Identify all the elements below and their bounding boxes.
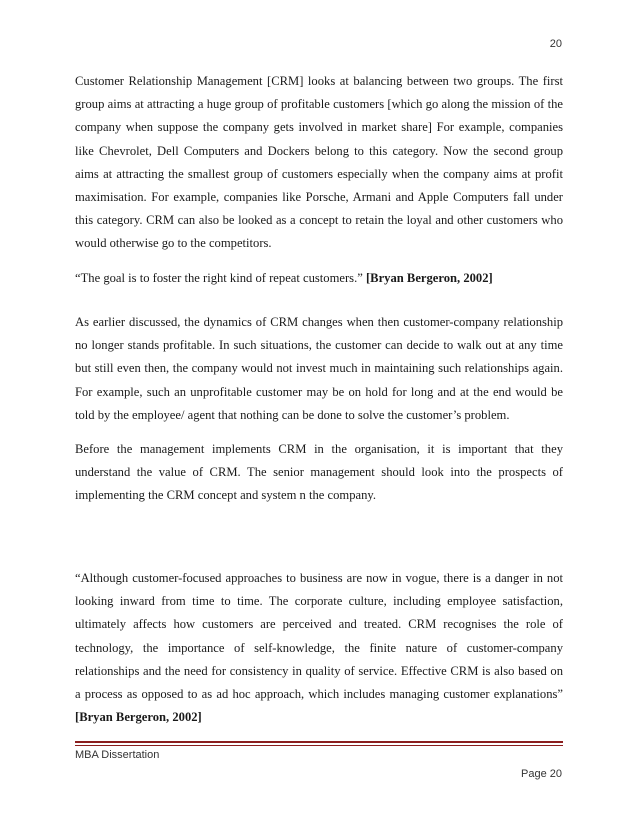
footer-page-label: Page 20 (521, 768, 562, 780)
footer-rule-thick (75, 741, 563, 743)
paragraph-text: Before the management implements CRM in the organisation, it is important that they understand the value of CRM. The senior management should look into the prospects of implementing the CRM concept and system n the company. (75, 442, 563, 503)
quote-text: “The goal is to foster the right kind of repeat customers.” (75, 271, 363, 285)
quote-citation: [Bryan Bergeron, 2002] (365, 271, 493, 285)
paragraph-quote-customer-focused (75, 567, 563, 729)
paragraph-text: As earlier discussed, the dynamics of CRM changes when then customer-company relationship no longer stands profitable. In such situations, the customer can decide to walk out at any time but still even then, the company would not invest much in maintaining such relationships again. For example, such an unprofitable customer may be on hold for long and at the end would be told by the employee/ agent that nothing can be done to solve the customer’s problem. (75, 315, 563, 422)
footer-document-title: MBA Dissertation (75, 749, 160, 761)
paragraph-management-implementation (75, 438, 563, 508)
header-page-number: 20 (549, 38, 562, 50)
paragraph-crm-dynamics (75, 311, 563, 427)
quote-text: “Although customer-focused approaches to business are now in vogue, there is a danger in not looking inward from time to time. The corporate culture, including employee satisfaction, ultimately affects how customers are perceived and treated. CRM recognises the role of technology, the importance of self-knowledge, the finite nature of customer-company relationships and the need for consistency in quality of service. Effective CRM is also based on a process as opposed to as ad hoc approach, which includes managing customer explanations” (75, 571, 563, 702)
quote-block (75, 267, 563, 290)
paragraph-crm-groups (75, 70, 563, 256)
quote-block (75, 567, 563, 729)
paragraph-quote-repeat-customers (75, 267, 563, 290)
paragraph-text: Customer Relationship Management [CRM] looks at balancing between two groups. The first group aims at attracting a huge group of profitable customers [which go along the mission of the company when suppose the company gets involved in market share] For example, companies like Chevrolet, Dell Computers and Dockers belong to this category. Now the second group aims at attracting the smallest group of customers especially when the company aims at profit maximisation. For example, companies like Porsche, Armani and Apple Computers fall under this category. CRM can also be looked as a concept to retain the loyal and other customers who would otherwise go to the competitors. (75, 74, 563, 251)
footer-rule-thin (75, 745, 563, 746)
quote-citation: [Bryan Bergeron, 2002] (75, 710, 202, 725)
